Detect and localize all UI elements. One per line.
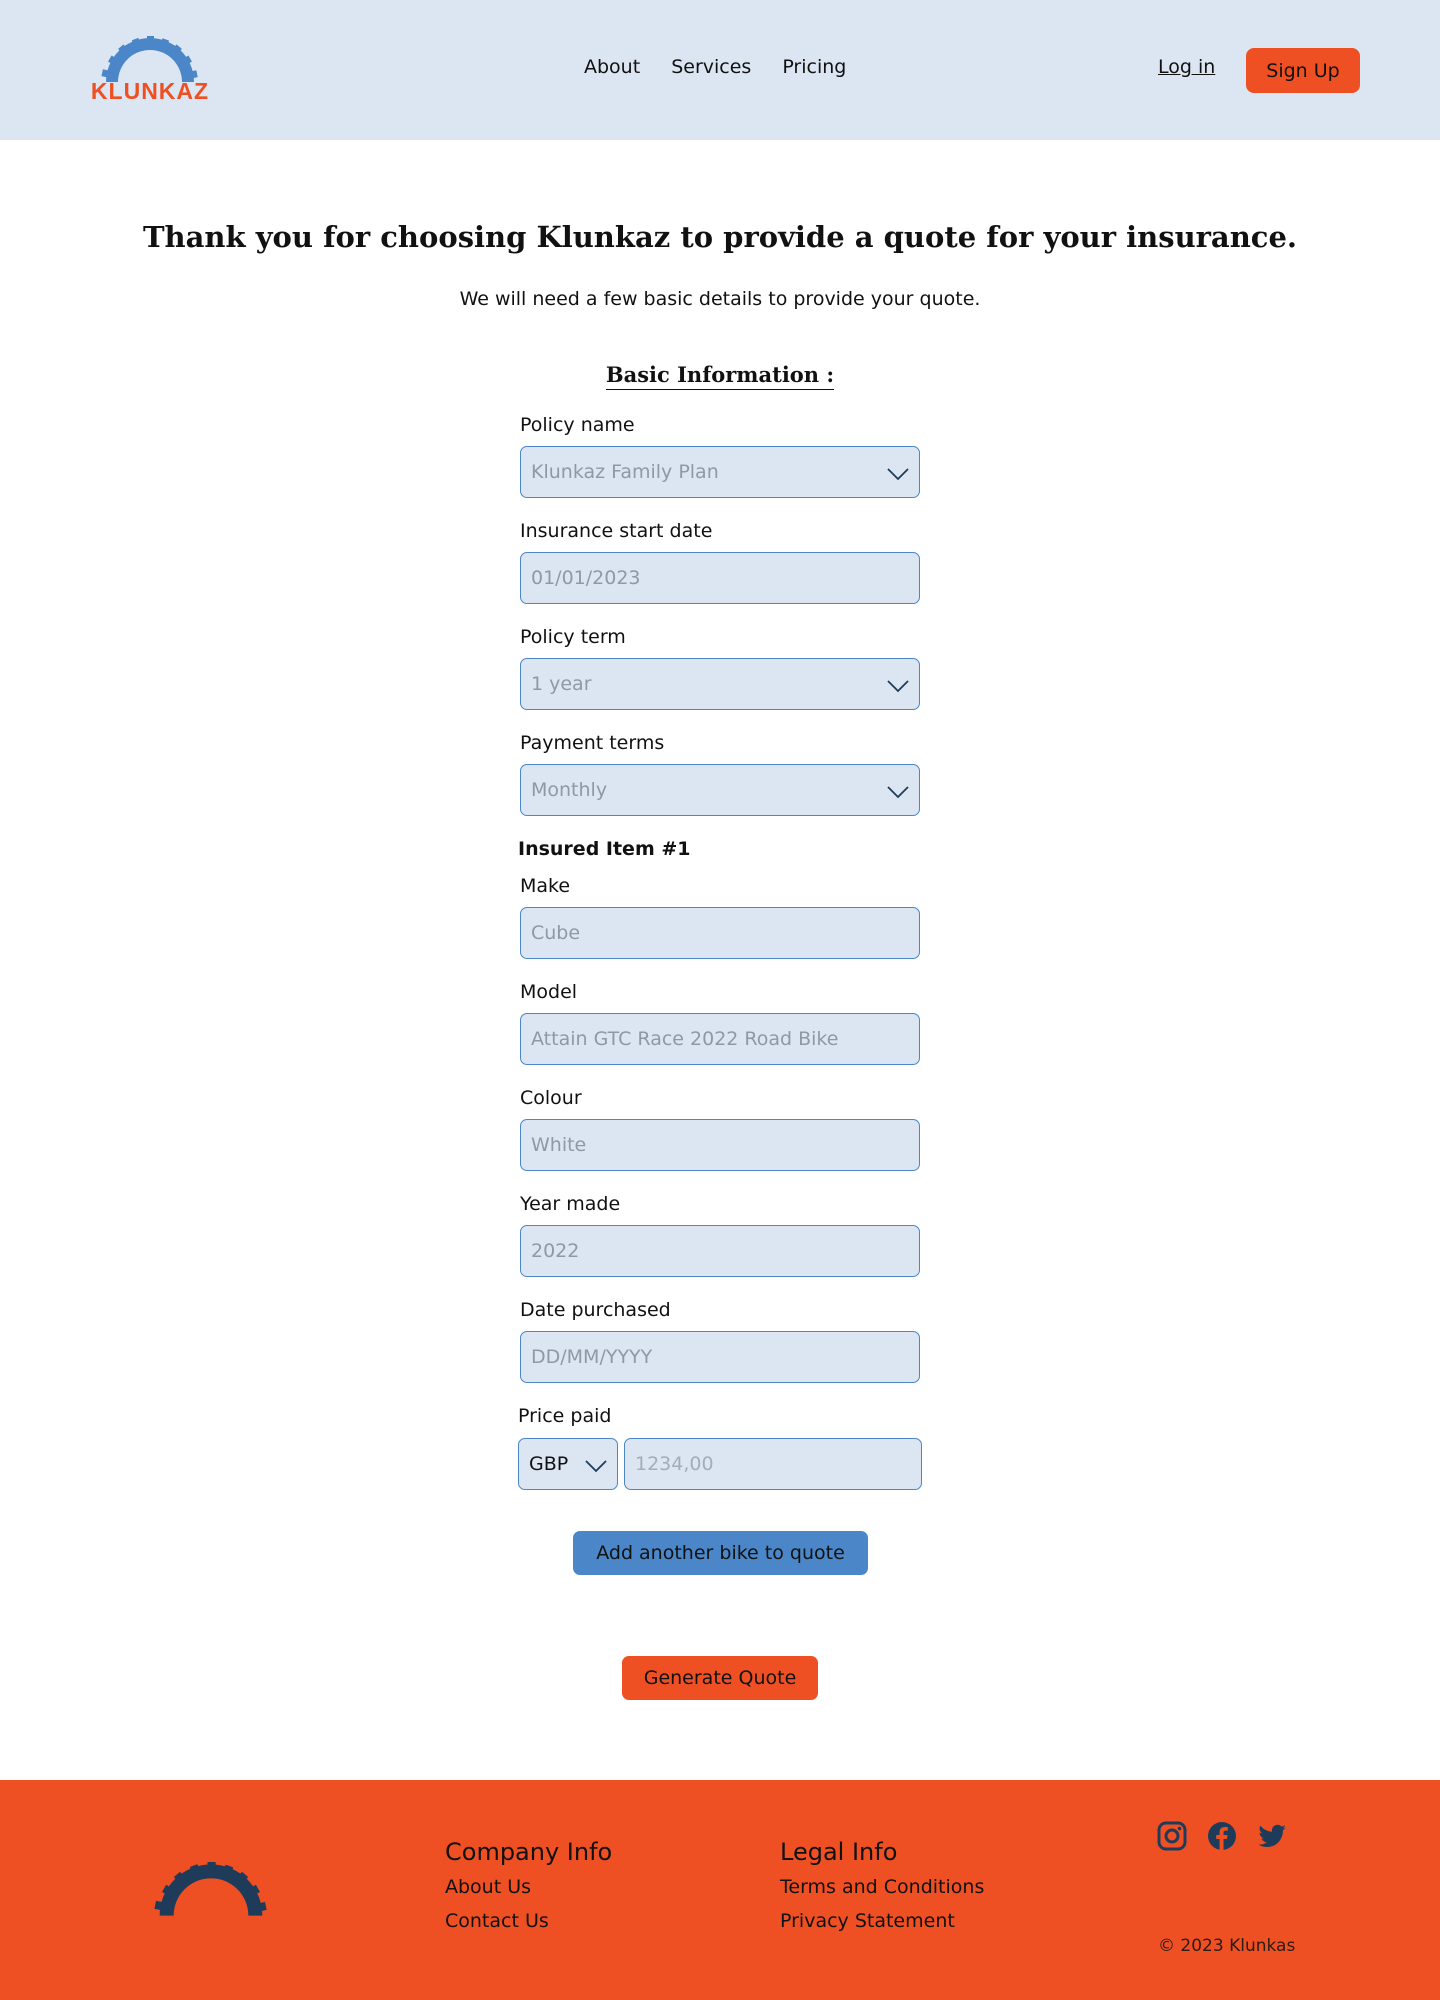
policy-name-select[interactable] — [520, 446, 920, 498]
policy-term-value: 1 year — [531, 673, 592, 695]
footer-logo-gear-icon[interactable] — [148, 1862, 274, 1918]
gear-icon — [100, 36, 200, 84]
copyright: © 2023 Klunkas — [1158, 1936, 1296, 1956]
policy-name-value: Klunkaz Family Plan — [531, 461, 719, 483]
chevron-down-icon — [887, 781, 909, 801]
login-link[interactable]: Log in — [1158, 56, 1216, 78]
nav-pricing[interactable]: Pricing — [782, 56, 847, 78]
payment-terms-label: Payment terms — [520, 732, 665, 754]
nav-about[interactable]: About — [584, 56, 641, 78]
currency-select[interactable] — [518, 1438, 618, 1490]
payment-terms-select[interactable] — [520, 764, 920, 816]
facebook-icon[interactable] — [1206, 1820, 1238, 1852]
twitter-icon[interactable] — [1256, 1820, 1288, 1852]
date-purchased-label: Date purchased — [520, 1299, 671, 1321]
section-heading-text: Basic Information : — [606, 362, 834, 390]
policy-term-label: Policy term — [520, 626, 626, 648]
generate-quote-button[interactable]: Generate Quote — [622, 1656, 818, 1700]
add-bike-button[interactable]: Add another bike to quote — [573, 1531, 868, 1575]
year-label: Year made — [520, 1193, 621, 1215]
start-date-input[interactable] — [531, 567, 909, 589]
company-info — [445, 1838, 612, 1944]
chevron-down-icon — [887, 463, 909, 483]
terms-link[interactable]: Terms and Conditions — [780, 1876, 985, 1898]
make-label: Make — [520, 875, 571, 897]
main-nav — [584, 56, 846, 78]
social-links — [1156, 1820, 1288, 1852]
model-input[interactable] — [531, 1028, 909, 1050]
insured-item-heading: Insured Item #1 — [518, 838, 691, 860]
legal-info — [780, 1838, 984, 1944]
contact-us-link[interactable]: Contact Us — [445, 1910, 549, 1932]
policy-name-label: Policy name — [520, 414, 635, 436]
price-label: Price paid — [518, 1405, 612, 1427]
logo-text: KLUNKAZ — [90, 78, 210, 104]
policy-term-select[interactable] — [520, 658, 920, 710]
model-field[interactable] — [520, 1013, 920, 1065]
year-input[interactable] — [531, 1240, 909, 1262]
make-input[interactable] — [531, 922, 909, 944]
colour-field[interactable] — [520, 1119, 920, 1171]
about-us-link[interactable]: About Us — [445, 1876, 532, 1898]
signup-button[interactable]: Sign Up — [1246, 48, 1360, 93]
page-title: Thank you for choosing Klunkaz to provide a quote for your insurance. — [142, 220, 1298, 254]
price-input[interactable] — [635, 1453, 911, 1475]
colour-input[interactable] — [531, 1134, 909, 1156]
site-footer — [0, 1780, 1440, 2000]
currency-value: GBP — [529, 1453, 569, 1475]
section-heading — [0, 362, 1440, 387]
chevron-down-icon — [887, 675, 909, 695]
colour-label: Colour — [520, 1087, 582, 1109]
page-subtitle: We will need a few basic details to provide your quote. — [459, 288, 981, 310]
make-field[interactable] — [520, 907, 920, 959]
nav-services[interactable]: Services — [671, 56, 752, 78]
payment-terms-value: Monthly — [531, 779, 608, 801]
start-date-field[interactable] — [520, 552, 920, 604]
model-label: Model — [520, 981, 578, 1003]
instagram-icon[interactable] — [1156, 1820, 1188, 1852]
company-info-heading: Company Info — [445, 1838, 613, 1866]
legal-info-heading: Legal Info — [780, 1838, 898, 1866]
logo[interactable] — [76, 36, 224, 102]
year-field[interactable] — [520, 1225, 920, 1277]
price-field[interactable] — [624, 1438, 922, 1490]
start-date-label: Insurance start date — [520, 520, 713, 542]
site-header — [0, 0, 1440, 140]
date-purchased-input[interactable] — [531, 1346, 909, 1368]
privacy-link[interactable]: Privacy Statement — [780, 1910, 955, 1932]
chevron-down-icon — [585, 1455, 607, 1475]
date-purchased-field[interactable] — [520, 1331, 920, 1383]
